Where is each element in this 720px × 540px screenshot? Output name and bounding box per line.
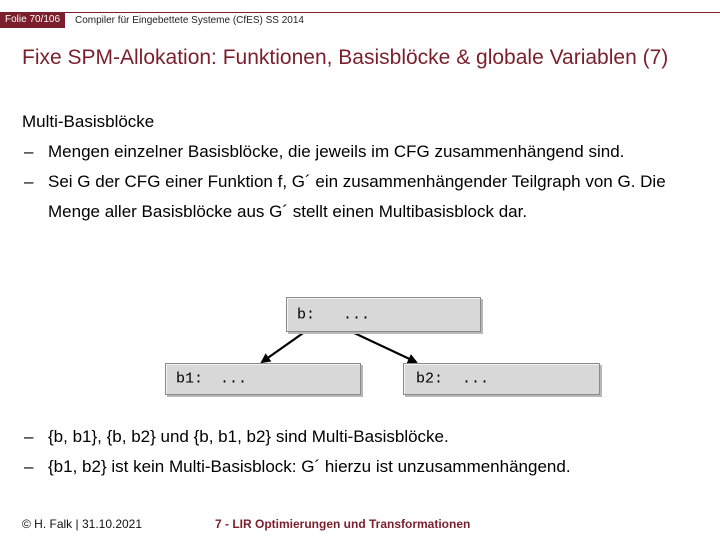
slide-number: Folie 70/106 bbox=[0, 12, 65, 28]
course-title: Compiler für Eingebettete Systeme (CfES) SS 2014 bbox=[75, 15, 304, 26]
block-b bbox=[286, 297, 481, 332]
bullet-text: Mengen einzelner Basisblöcke, die jeweils im CFG zusammenhängend sind. bbox=[48, 142, 625, 161]
block-b1-content: ... bbox=[220, 370, 248, 388]
block-b2-label: b2: bbox=[416, 370, 444, 388]
bullet-dash: – bbox=[24, 457, 34, 476]
footer-author-date: © H. Falk | 31.10.2021 bbox=[22, 517, 143, 531]
bullet-dash: – bbox=[24, 427, 34, 446]
block-b2 bbox=[403, 363, 600, 395]
section-heading: Multi-Basisblöcke bbox=[22, 112, 155, 131]
bullet-dash: – bbox=[24, 172, 34, 191]
block-b2-content: ... bbox=[462, 370, 490, 388]
block-b-content: ... bbox=[343, 306, 371, 323]
bullet-item bbox=[22, 422, 702, 452]
bullet-item bbox=[22, 452, 702, 482]
block-b1-label: b1: bbox=[176, 370, 204, 388]
edge-b-to-b1 bbox=[262, 331, 306, 362]
slide-title: Fixe SPM-Allokation: Funktionen, Basisblöcke & globale Variablen (7) bbox=[22, 46, 669, 69]
block-b-label: b: bbox=[297, 306, 316, 323]
footer-chapter: 7 - LIR Optimierungen und Transformationen bbox=[215, 517, 471, 531]
block-b1 bbox=[165, 363, 361, 395]
bullet-text: {b, b1}, {b, b2} und {b, b1, b2} sind Multi-Basisblöcke. bbox=[48, 427, 449, 446]
bullet-text: {b1, b2} ist kein Multi-Basisblock: G´ hierzu ist unzusammenhängend. bbox=[48, 457, 571, 476]
edge-b-to-b2 bbox=[350, 331, 416, 362]
bullet-dash: – bbox=[24, 142, 34, 161]
bullet-list-bottom bbox=[22, 422, 702, 482]
bullet-text: Sei G der CFG einer Funktion f, G´ ein zusammenhängender Teilgraph von G. Die Menge aller Basisblöcke aus G´ stellt einen Multibasisblock dar. bbox=[48, 172, 666, 221]
